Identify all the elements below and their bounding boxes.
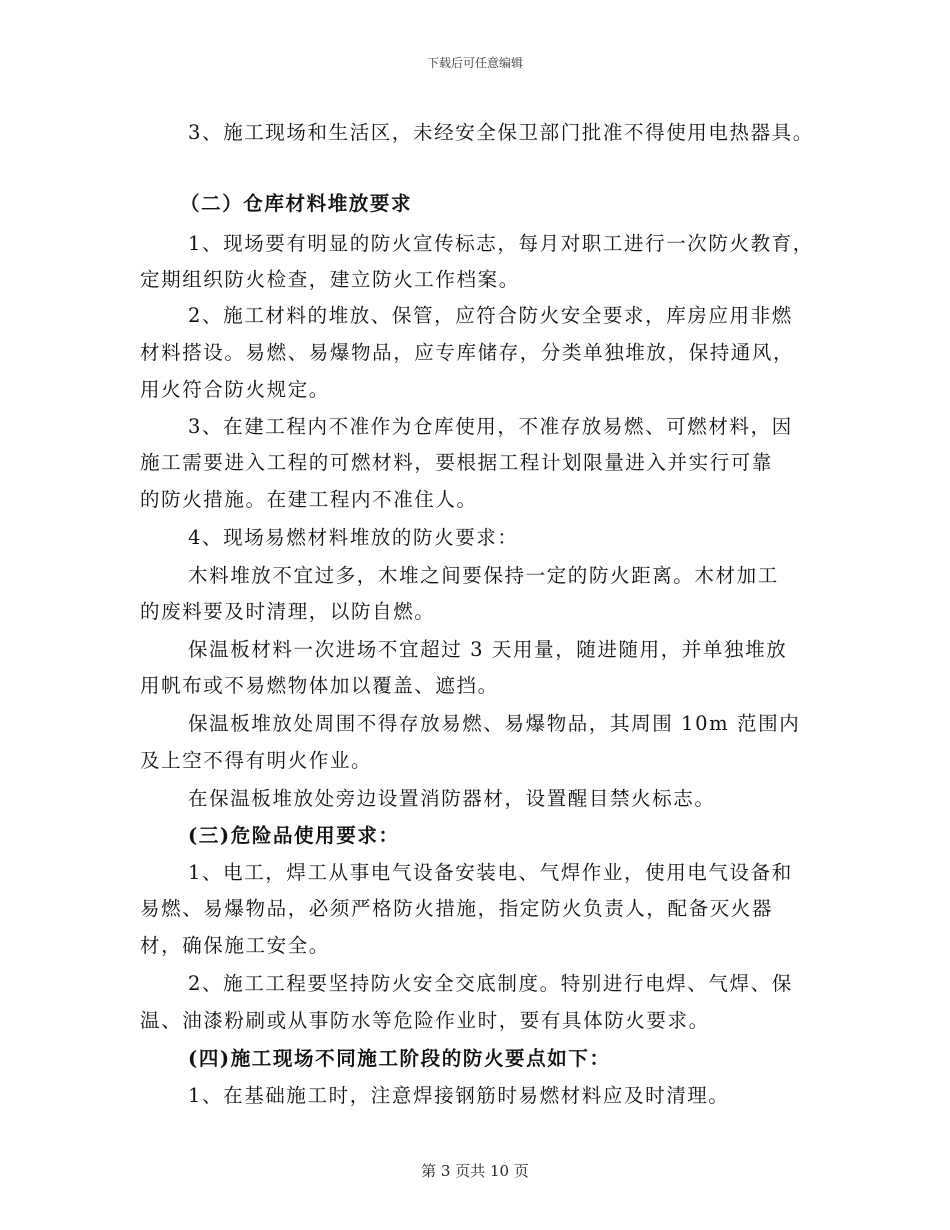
section-heading: (三)危险品使用要求：: [188, 824, 400, 847]
page-header: 下载后可任意编辑: [426, 56, 523, 70]
paragraph-line: 保温板材料一次进场不宜超过 3 天用量，随进随用，并单独堆放: [188, 638, 788, 661]
paragraph-line: 保温板堆放处周围不得存放易燃、易爆物品，其周围 10m 范围内: [188, 712, 801, 735]
paragraph-line: 用火符合防火规定。: [140, 378, 330, 401]
paragraph-line: 材，确保施工安全。: [140, 934, 330, 957]
paragraph-line: 3、施工现场和生活区，未经安全保卫部门批准不得使用电热器具。: [188, 121, 814, 144]
page-footer: 第 3 页共 10 页: [421, 1162, 529, 1180]
section-heading: (四)施工现场不同施工阶段的防火要点如下：: [188, 1047, 611, 1070]
paragraph-line: 在保温板堆放处旁边设置消防器材，设置醒目禁火标志。: [188, 787, 716, 810]
paragraph-line: 4、现场易燃材料堆放的防火要求：: [188, 526, 519, 549]
paragraph-line: 用帆布或不易燃物体加以覆盖、遮挡。: [140, 674, 499, 697]
paragraph-line: 1、现场要有明显的防火宣传标志，每月对职工进行一次防火教育，: [188, 232, 814, 255]
paragraph-line: 温、油漆粉刷或从事防水等危险作业时，要有具体防火要求。: [140, 1009, 710, 1032]
paragraph-line: 施工需要进入工程的可燃材料，要根据工程计划限量进入并实行可靠: [140, 451, 774, 474]
paragraph-line: 的废料要及时清理，以防自燃。: [140, 600, 436, 623]
paragraph-line: 及上空不得有明火作业。: [140, 749, 373, 772]
section-heading: （二）仓库材料堆放要求: [180, 192, 413, 215]
paragraph-line: 2、施工工程要坚持防火安全交底制度。特别进行电焊、气焊、保: [188, 972, 793, 995]
paragraph-line: 的防火措施。在建工程内不准住人。: [140, 488, 478, 511]
paragraph-line: 定期组织防火检查，建立防火工作档案。: [140, 268, 520, 291]
paragraph-line: 1、在基础施工时，注意焊接钢筋时易燃材料应及时清理。: [188, 1084, 730, 1107]
paragraph-line: 1、电工，焊工从事电气设备安装电、气焊作业，使用电气设备和: [188, 861, 793, 884]
paragraph-line: 材料搭设。易燃、易爆物品，应专库储存，分类单独堆放，保持通风，: [140, 341, 795, 364]
paragraph-line: 2、施工材料的堆放、保管，应符合防火安全要求，库房应用非燃: [188, 304, 793, 327]
paragraph-line: 易燃、易爆物品，必须严格防火措施，指定防火负责人，配备灭火器: [140, 897, 774, 920]
paragraph-line: 3、在建工程内不准作为仓库使用，不准存放易燃、可燃材料，因: [188, 415, 793, 438]
paragraph-line: 木料堆放不宜过多，木堆之间要保持一定的防火距离。木材加工: [188, 564, 779, 587]
